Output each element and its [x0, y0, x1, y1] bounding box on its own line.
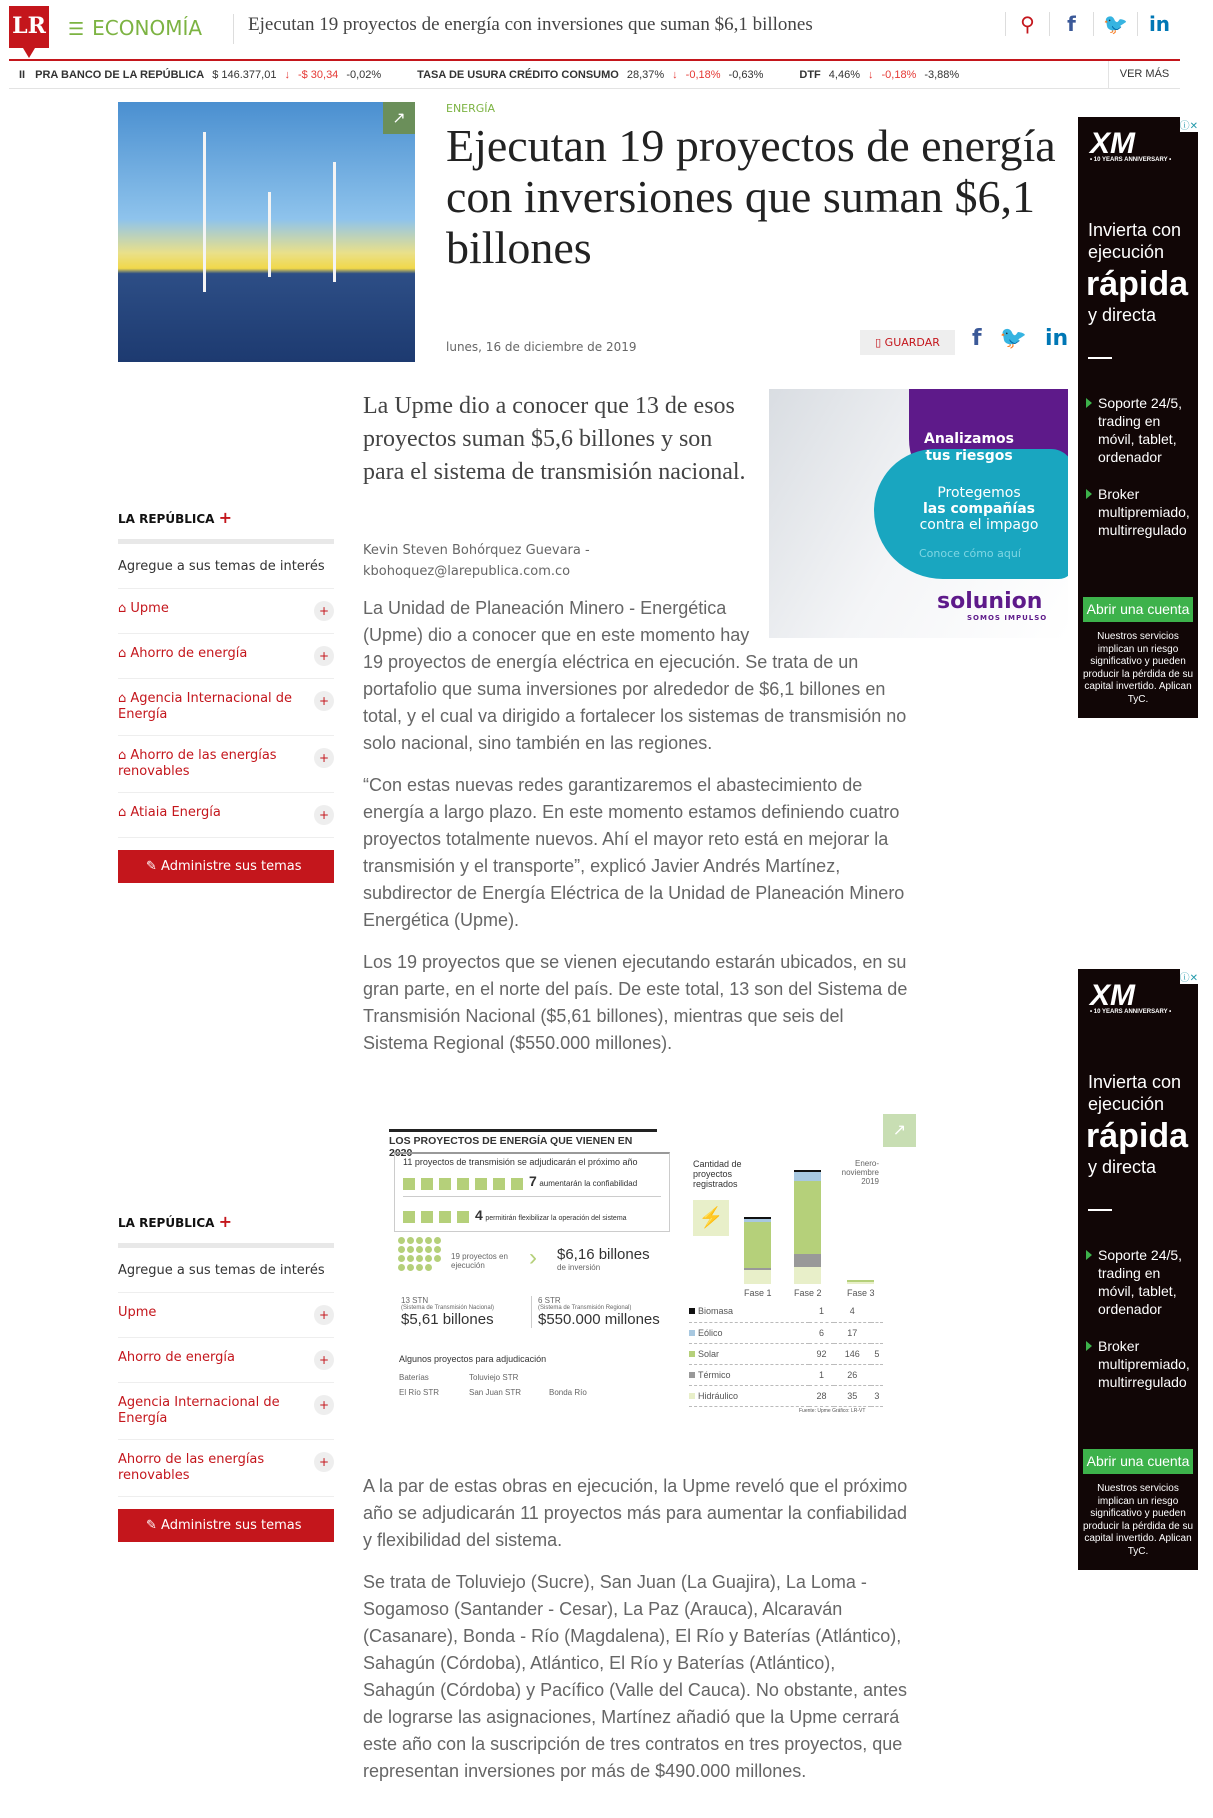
- ad-bullet: Soporte 24/5, trading en móvil, tablet, ordenador: [1098, 1247, 1183, 1317]
- manage-topics-button[interactable]: [118, 850, 334, 883]
- ad-disclaimer: Nuestros servicios implican un riesgo significativo y pueden producir la pérdida de su capital invertido. Aplican TyC.: [1082, 1483, 1194, 1557]
- project: Bonda Río: [549, 1388, 587, 1397]
- menu-icon[interactable]: ☰: [68, 19, 85, 40]
- investment: [557, 1246, 650, 1272]
- brand: solunion: [937, 589, 1043, 614]
- table-cell: 146: [834, 1343, 871, 1364]
- topics-sidebar-sticky: [118, 1212, 334, 1542]
- series-name: Solar: [689, 1343, 809, 1364]
- ad-headline: Analizamos tus riesgos: [924, 431, 1014, 464]
- bar-hidráulico: [794, 1267, 821, 1285]
- tagline: SOMOS IMPULSO: [967, 614, 1048, 622]
- twitter-icon[interactable]: 🐦: [1093, 12, 1137, 36]
- pencil-icon: ✎: [146, 1518, 162, 1533]
- series-name: Biomasa: [689, 1301, 809, 1322]
- author-email[interactable]: kbohoquez@larepublica.com.co: [363, 564, 571, 579]
- ad-bullet: Broker multipremiado, multirregulado: [1098, 486, 1190, 538]
- stn: [401, 1296, 494, 1328]
- count: 4: [475, 1206, 483, 1223]
- ticker-name: PRA BANCO DE LA REPÚBLICA: [35, 68, 205, 81]
- table-cell: 5: [871, 1343, 883, 1364]
- table-cell: 3: [871, 1385, 883, 1406]
- topic-label[interactable]: Atiaia Energía: [130, 805, 221, 820]
- ticker-value: 28,37%: [626, 68, 665, 81]
- adchoices-icon[interactable]: ⓘ✕: [1180, 969, 1198, 984]
- inv-value: $6,16 billones: [557, 1246, 650, 1263]
- table-cell: 4: [834, 1301, 871, 1322]
- section-name[interactable]: ECONOMÍA: [92, 16, 203, 40]
- article-title: Ejecutan 19 proyectos de energía con inversiones que suman $6,1 billones: [446, 120, 1056, 273]
- topic-label[interactable]: Upme: [118, 1305, 157, 1320]
- table-cell: 6: [809, 1322, 834, 1343]
- topic-label[interactable]: Agencia Internacional de Energía: [118, 691, 293, 722]
- topic-label[interactable]: Ahorro de las energías renovables: [118, 748, 277, 779]
- turbine: [203, 132, 206, 292]
- bar-hidráulico: [847, 1282, 874, 1284]
- ad-line: contra el impago: [919, 517, 1039, 533]
- table-cell: 1: [809, 1364, 834, 1385]
- category-label: Fase 3: [847, 1288, 875, 1298]
- bullet-icon: [1086, 398, 1092, 408]
- count: 7: [529, 1173, 537, 1189]
- ticker-pct: -3,88%: [924, 68, 960, 81]
- brand-label: LA REPÚBLICA: [118, 512, 215, 526]
- expand-icon[interactable]: ↗: [383, 102, 415, 134]
- data-table: [689, 1301, 883, 1407]
- ad-line: Invierta con ejecución: [1088, 220, 1182, 262]
- ad-line: y directa: [1088, 305, 1157, 325]
- adj-text: 11 proyectos de transmisión se adjudicarán el próximo año: [403, 1157, 638, 1167]
- tag-icon: ⌂: [118, 646, 131, 661]
- facebook-icon[interactable]: f: [1049, 12, 1093, 36]
- paragraph: Se trata de Toluviejo (Sucre), San Juan (La Guajira), La Loma - Sogamoso (Santander - Cesar), La Paz (Arauca), Alcaraván (Casanare), Bonda - Río (Magdalena), El Río y Baterías (Atlántico), Sahagún (Córdoba), Atlántico, El Río y Baterías (Atlántico), Sahagún (Córdoba) y Pacífico (Valle del Cauca). No obstante, antes de lograrse las asignaciones, Martínez añadió que la Upme cerrará este año con la suscripción de tres contratos en tres proyectos, que representan inversiones por más de $490.000 millones.: [363, 1572, 907, 1781]
- table-cell: [871, 1322, 883, 1343]
- ticker-items: [9, 61, 1104, 88]
- linkedin-icon[interactable]: in: [1044, 326, 1069, 351]
- bullet-icon: [1086, 1341, 1092, 1351]
- ticker-value: $ 146.377,01: [212, 68, 277, 81]
- tag-icon: ⌂: [118, 691, 131, 706]
- arrow-down-icon: ↓: [672, 68, 678, 81]
- projects-list: [399, 1370, 629, 1400]
- search-icon[interactable]: ⚲: [1005, 12, 1049, 36]
- ticker-pct: -0,02%: [346, 68, 382, 81]
- table-row: [689, 1343, 883, 1364]
- topic-item[interactable]: [118, 634, 334, 679]
- ticker-value: 4,46%: [828, 68, 860, 81]
- ticker-change: -0,18%: [881, 68, 917, 81]
- ad-subheadline: [909, 485, 1049, 533]
- add-topic-button[interactable]: +: [314, 601, 334, 621]
- infographic-title: LOS PROYECTOS DE ENERGÍA QUE VIENEN EN 2020: [389, 1129, 657, 1159]
- pause-button[interactable]: II: [19, 68, 26, 81]
- bullet-icon: [1086, 1250, 1092, 1260]
- table-row: [689, 1301, 883, 1322]
- article-date: lunes, 16 de diciembre de 2019: [446, 340, 637, 354]
- table-cell: 17: [834, 1322, 871, 1343]
- topic-item[interactable]: [118, 1383, 334, 1440]
- bar-biomasa: [744, 1217, 771, 1219]
- hero-image[interactable]: [118, 102, 415, 362]
- share-buttons: [972, 326, 1068, 351]
- article-author: [363, 540, 590, 582]
- header-title: Ejecutan 19 proyectos de energía con inversiones que suman $6,1 billones: [248, 14, 813, 35]
- facebook-icon[interactable]: f: [972, 326, 982, 351]
- table-cell: 1: [809, 1301, 834, 1322]
- twitter-icon[interactable]: 🐦: [999, 326, 1027, 351]
- xm-logo: [1090, 127, 1171, 163]
- article-category[interactable]: ENERGÍA: [446, 102, 496, 115]
- period-label: Enero-noviembre 2019: [841, 1159, 879, 1186]
- table-row: [689, 1364, 883, 1385]
- projects-heading: Algunos proyectos para adjudicación: [399, 1354, 547, 1364]
- sidebar-prompt: Agregue a sus temas de interés: [118, 1248, 334, 1293]
- article-body-continued: [363, 1473, 908, 1800]
- turbine: [268, 192, 271, 277]
- arrow-down-icon: ↓: [284, 68, 290, 81]
- table-cell: 28: [809, 1385, 834, 1406]
- table-row: [689, 1385, 883, 1406]
- sidebar-heading: [118, 508, 334, 544]
- add-topic-button[interactable]: +: [314, 748, 334, 768]
- ad-bullet: Soporte 24/5, trading en móvil, tablet, ordenador: [1098, 395, 1183, 465]
- topic-item[interactable]: [118, 736, 334, 793]
- topic-item[interactable]: [118, 589, 334, 634]
- save-button[interactable]: [860, 330, 955, 355]
- str-sub: (Sistema de Transmisión Regional): [538, 1305, 632, 1311]
- lightning-icon: ⚡: [693, 1200, 729, 1236]
- ad-line: Protegemos: [937, 485, 1021, 501]
- ad-line: rápida: [1086, 1117, 1189, 1155]
- energy-infographic[interactable]: [389, 1114, 916, 1414]
- topic-label[interactable]: Agencia Internacional de Energía: [118, 1395, 280, 1426]
- divider: [1088, 357, 1112, 359]
- chart-label: Cantidad de proyectos registrados: [693, 1159, 742, 1189]
- divider: [233, 14, 234, 44]
- ad-spacer: [766, 595, 908, 640]
- bar-eólico: [744, 1219, 771, 1222]
- paragraph: “Con estas nuevas redes garantizaremos el abastecimiento de energía a largo plazo. En este momento estamos definiendo cuatro proyectos totalmente nuevos. Ahí el mayor reto está en mejorar la transmisión y el transporte”, explicó Javier Andrés Martínez, subdirector de Energía Eléctrica de la Unidad de Planeación Minero Energética (Upme).: [363, 775, 905, 930]
- xm-ad[interactable]: [1078, 969, 1198, 1570]
- open-account-button[interactable]: Abrir una cuenta: [1083, 1449, 1193, 1474]
- stn-value: $5,61 billones: [401, 1311, 494, 1328]
- paragraph: A la par de estas obras en ejecución, la Upme reveló que el próximo año se adjudicarán 11 proyectos más para aumentar la confiabilidad y flexibilidad del sistema.: [363, 1476, 908, 1550]
- stn-label: 13 STN: [401, 1296, 429, 1305]
- open-account-button[interactable]: Abrir una cuenta: [1083, 597, 1193, 622]
- ad-line: rápida: [1086, 265, 1189, 303]
- str-value: $550.000 millones: [538, 1311, 660, 1328]
- chevron-right-icon: ›: [529, 1244, 537, 1271]
- topic-item[interactable]: [118, 1338, 334, 1383]
- topic-label[interactable]: Upme: [130, 601, 169, 616]
- project-dots: [397, 1236, 445, 1272]
- sidebar-prompt: Agregue a sus temas de interés: [118, 544, 334, 589]
- table-cell: [871, 1301, 883, 1322]
- article-body: [363, 595, 908, 1072]
- series-name: Eólico: [689, 1322, 809, 1343]
- project: Toluviejo STR: [469, 1373, 519, 1382]
- adjudication-box: [394, 1152, 670, 1232]
- brand: XM: [1090, 127, 1135, 160]
- brand: XM: [1090, 979, 1135, 1012]
- topic-item[interactable]: [118, 1440, 334, 1497]
- tag-icon: ⌂: [118, 748, 131, 763]
- inv-sub: de inversión: [557, 1263, 601, 1272]
- table-row: [689, 1322, 883, 1343]
- bar-hidráulico: [744, 1270, 771, 1284]
- tag-icon: ⌂: [118, 601, 131, 616]
- section-menu[interactable]: [68, 16, 202, 40]
- topic-item[interactable]: [118, 1293, 334, 1338]
- lr-logo[interactable]: LR: [9, 6, 49, 48]
- topic-item[interactable]: [118, 793, 334, 838]
- topics-sidebar: [118, 508, 334, 883]
- anniversary: • 10 YEARS ANNIVERSARY •: [1090, 1009, 1172, 1015]
- market-ticker: [9, 61, 1180, 89]
- manage-label: Administre sus temas: [161, 1518, 302, 1533]
- bookmark-icon: ▯: [875, 336, 885, 349]
- save-label: GUARDAR: [884, 336, 940, 349]
- topic-label[interactable]: Ahorro de energía: [118, 1350, 235, 1365]
- str: [531, 1296, 660, 1328]
- paragraph-text: La Unidad de Planeación Minero - Energética (Upme) dio a conocer que en este momento hay 19 proyectos de energía eléctrica en ejecución. Se trata de un portafolio que suma inversiones por alrededor de $6,1 billones en total, y el cual va dirigido a fortalecer los sistemas de transmisión no solo nacional, sino también en las regiones.: [363, 598, 907, 753]
- table-cell: 92: [809, 1343, 834, 1364]
- adchoices-icon[interactable]: ⓘ✕: [1180, 117, 1198, 132]
- plus-icon: +: [218, 1212, 233, 1231]
- add-topic-button[interactable]: +: [314, 1350, 334, 1370]
- series-name: Hidráulico: [689, 1385, 809, 1406]
- add-topic-button[interactable]: +: [314, 1305, 334, 1325]
- stn-sub: (Sistema de Transmisión Nacional): [401, 1305, 495, 1311]
- bar-eólico: [794, 1172, 821, 1181]
- turbine: [333, 162, 336, 282]
- add-topic-button[interactable]: +: [314, 1452, 334, 1472]
- ticker-name: DTF: [799, 68, 821, 81]
- see-more-button[interactable]: VER MÁS: [1108, 61, 1180, 88]
- count-label: permitirán flexibilizar la operación del sistema: [485, 1214, 627, 1222]
- pencil-icon: ✎: [146, 859, 162, 874]
- manage-topics-button[interactable]: [118, 1509, 334, 1542]
- table-cell: [871, 1364, 883, 1385]
- xm-logo: [1090, 979, 1171, 1015]
- anniversary: • 10 YEARS ANNIVERSARY •: [1090, 157, 1172, 163]
- xm-ad[interactable]: [1078, 117, 1198, 718]
- add-topic-button[interactable]: +: [314, 1395, 334, 1415]
- project: San Juan STR: [469, 1388, 522, 1397]
- bar-biomasa: [794, 1170, 821, 1172]
- topic-item[interactable]: [118, 679, 334, 736]
- paragraph: Los 19 proyectos que se vienen ejecutando estarán ubicados, en su gran parte, en el norte del país. De este total, 13 son del Sistema de Transmisión Nacional ($5,61 billones), mientras que seis del Sistema Regional ($550.000 millones).: [363, 952, 908, 1053]
- ad-bullet: Broker multipremiado, multirregulado: [1098, 1338, 1190, 1390]
- ad-line: y directa: [1088, 1157, 1157, 1177]
- str-label: 6 STR: [538, 1296, 561, 1305]
- ticker-pct: -0,63%: [728, 68, 764, 81]
- project: Baterías: [399, 1373, 429, 1382]
- topic-label[interactable]: Ahorro de energía: [130, 646, 248, 661]
- bar-solar: [794, 1181, 821, 1254]
- add-topic-button[interactable]: +: [314, 691, 334, 711]
- article-lead: La Upme dio a conocer que 13 de esos proyectos suman $5,6 billones y son para el sistema de transmisión nacional.: [363, 393, 746, 485]
- solunion-logo: [937, 589, 1047, 622]
- header-actions: [1005, 12, 1181, 36]
- project: El Río STR: [399, 1388, 440, 1397]
- ticker-change: -0,18%: [685, 68, 721, 81]
- count-label: aumentarán la confiabilidad: [539, 1179, 638, 1188]
- arrow-down-icon: ↓: [867, 68, 874, 81]
- exec-label: 19 proyectos en ejecución: [451, 1252, 508, 1270]
- add-topic-button[interactable]: +: [314, 646, 334, 666]
- sidebar-heading: [118, 1212, 334, 1248]
- plus-icon: +: [218, 508, 233, 527]
- linkedin-icon[interactable]: in: [1137, 12, 1181, 36]
- category-label: Fase 1: [744, 1288, 772, 1298]
- series-name: Térmico: [689, 1364, 809, 1385]
- table-cell: 35: [834, 1385, 871, 1406]
- divider: [1088, 1209, 1112, 1211]
- ticker-change: -$ 30,34: [297, 68, 339, 81]
- ticker-name: TASA DE USURA CRÉDITO CONSUMO: [417, 68, 619, 81]
- bullet-icon: [1086, 489, 1092, 499]
- ad-line: las compañías: [923, 501, 1035, 517]
- category-label: Fase 2: [794, 1288, 822, 1298]
- expand-icon[interactable]: ↗: [883, 1114, 916, 1147]
- topic-label[interactable]: Ahorro de las energías renovables: [118, 1452, 265, 1483]
- tag-icon: ⌂: [118, 805, 131, 820]
- bar-solar: [847, 1280, 874, 1283]
- add-topic-button[interactable]: +: [314, 805, 334, 825]
- bar-térmico: [794, 1254, 821, 1267]
- bar-solar: [744, 1222, 771, 1268]
- ad-disclaimer: Nuestros servicios implican un riesgo significativo y pueden producir la pérdida de su capital invertido. Aplican TyC.: [1082, 631, 1194, 705]
- source: Fuente: Upme Gráfico: LR-VT: [799, 1408, 866, 1414]
- brand-label: LA REPÚBLICA: [118, 1216, 215, 1230]
- bar-térmico: [744, 1268, 771, 1270]
- manage-label: Administre sus temas: [161, 859, 302, 874]
- author-name[interactable]: Kevin Steven Bohórquez Guevara -: [363, 543, 590, 558]
- ad-line: Invierta con ejecución: [1088, 1072, 1182, 1114]
- ad-cta[interactable]: Conoce cómo aquí: [919, 547, 1021, 560]
- table-cell: 26: [834, 1364, 871, 1385]
